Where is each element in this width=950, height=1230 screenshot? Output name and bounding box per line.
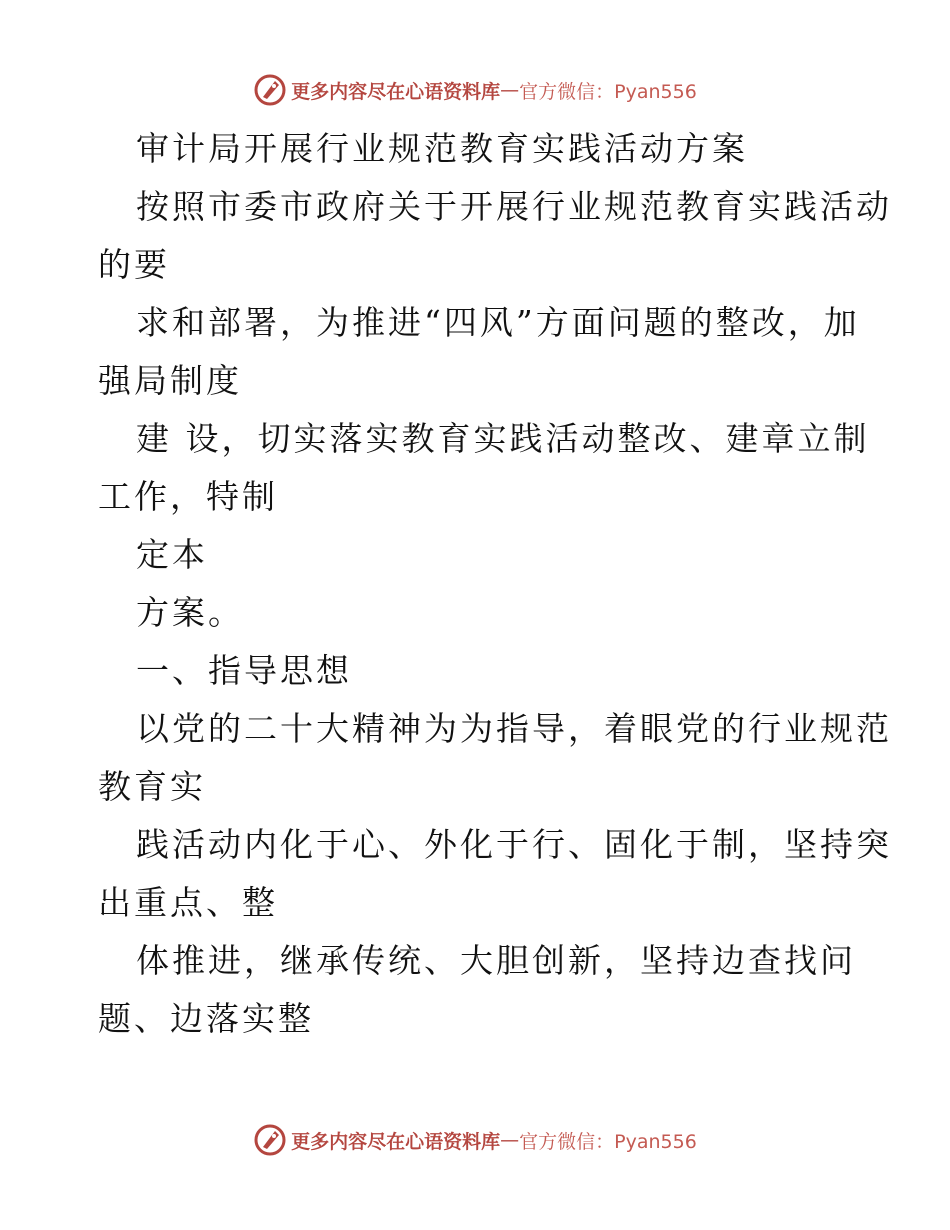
header-watermark xyxy=(0,70,950,110)
text-line: 一、指导思想 xyxy=(136,651,352,690)
text-line: 求和部署，为推进“四风”方面问题的整改，加 xyxy=(136,303,860,342)
text-line: 体推进，继承传统、大胆创新，坚持边查找问 xyxy=(136,941,856,980)
text-line: 教育实 xyxy=(98,767,206,806)
text-line: 方案。 xyxy=(136,593,244,632)
watermark-text: 更多内容尽在心语资料库 xyxy=(291,80,501,103)
text-line: 工作，特制 xyxy=(98,477,278,516)
pen-nib-logo-icon xyxy=(253,73,287,107)
text-line: 定本 xyxy=(136,535,208,574)
watermark-separator: — xyxy=(500,79,520,101)
watermark-contact: 官方微信：Pyan556 xyxy=(519,80,697,103)
text-line: 审计局开展行业规范教育实践活动方案 xyxy=(136,129,748,168)
text-line: 的要 xyxy=(98,245,170,284)
text-line: 出重点、整 xyxy=(98,883,278,922)
document-body xyxy=(98,120,892,1048)
watermark-separator: — xyxy=(500,1129,520,1151)
text-line: 强局制度 xyxy=(98,361,242,400)
watermark-text: 更多内容尽在心语资料库 xyxy=(291,1130,501,1153)
pen-nib-logo-icon xyxy=(253,1123,287,1157)
footer-watermark xyxy=(0,1120,950,1160)
text-line: 题、边落实整 xyxy=(98,999,314,1038)
watermark-contact: 官方微信：Pyan556 xyxy=(519,1130,697,1153)
text-line: 以党的二十大精神为为指导，着眼党的行业规范 xyxy=(136,709,892,748)
text-line: 按照市委市政府关于开展行业规范教育实践活动 xyxy=(136,187,892,226)
text-line: 建 设，切实落实教育实践活动整改、建章立制 xyxy=(136,419,870,458)
text-line: 践活动内化于心、外化于行、固化于制，坚持突 xyxy=(136,825,892,864)
